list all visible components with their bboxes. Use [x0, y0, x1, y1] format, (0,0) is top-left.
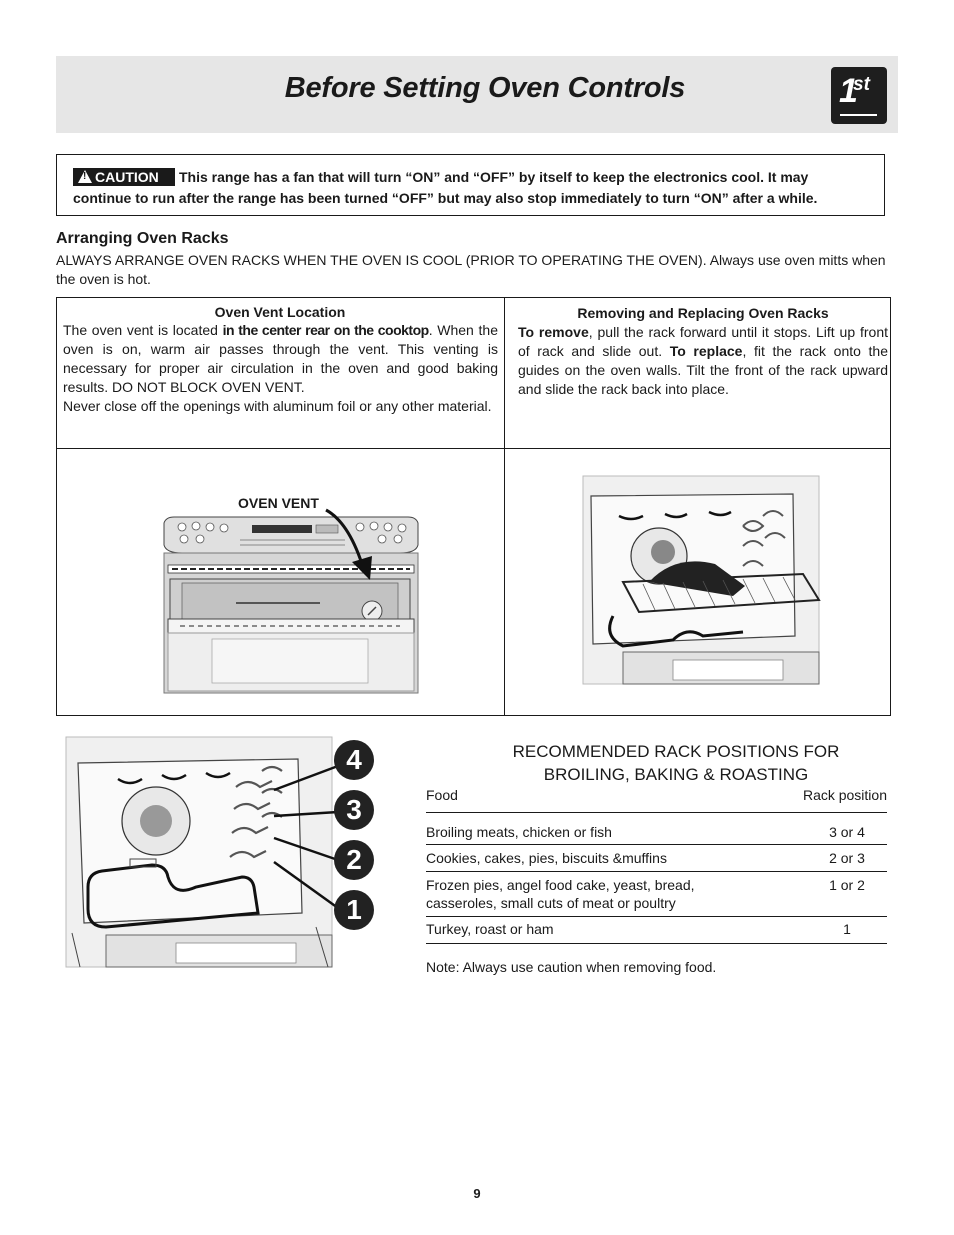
table-row-food: Cookies, cakes, pies, biscuits &muffins — [426, 850, 667, 866]
section-heading: Arranging Oven Racks — [56, 230, 229, 247]
page-number: 9 — [473, 1186, 481, 1201]
vent-text-b: . When the oven is on, warm air passes through the vent. This venting is necessary for proper air circulation in the oven and good baking results. DO NOT BLOCK OVEN VENT. — [63, 322, 498, 395]
rack-text2: , fit the rack onto the guides on the oven walls. Tilt the front of the rack upward and slide the rack back into place. — [518, 343, 888, 397]
table-row-position: 1 — [843, 921, 851, 937]
table-row-food: Turkey, roast or ham — [426, 921, 554, 937]
rack-position-badge-1: 1 — [334, 890, 374, 930]
table-divider-vertical — [504, 297, 505, 716]
caution-text-line2: continue to run after the range has been turned “OFF” but may also stop immediately to turn “ON” after a while. — [73, 190, 818, 206]
vent-text-bold: in the center rear on the cooktop — [222, 322, 429, 338]
table-rule — [426, 916, 887, 917]
rack-text-bold2: To replace — [669, 343, 743, 359]
rack-position-badge-2: 2 — [334, 840, 374, 880]
vent-text-a: The oven vent is located — [63, 322, 223, 338]
caution-text-line1: This range has a fan that will turn “ON” and “OFF” by itself to keep the electronics cool. It may — [179, 169, 809, 185]
badge-suffix: st — [853, 74, 870, 95]
column-header-food: Food — [426, 787, 458, 803]
vent-cell-text — [63, 321, 498, 416]
rack-text1: , pull the rack forward until it stops. Lift up front of rack and slide out. — [518, 324, 889, 359]
rack-position-badge-4: 4 — [334, 740, 374, 780]
caution-label-text: CAUTION — [95, 169, 159, 185]
vent-cell-title: Oven Vent Location — [214, 304, 346, 320]
table-row-food: Broiling meats, chicken or fish — [426, 824, 612, 840]
recommended-title-line2: BROILING, BAKING & ROASTING — [543, 765, 809, 784]
oven-vent-arrow — [320, 508, 390, 584]
table-row-position: 3 or 4 — [829, 824, 865, 840]
rack-position-badge-3: 3 — [334, 790, 374, 830]
vent-text-c: Never close off the openings with aluminum foil or any other material. — [63, 398, 492, 414]
column-header-position: Rack position — [802, 787, 887, 803]
table-divider-horizontal — [56, 448, 891, 449]
table-rule — [426, 871, 887, 872]
oven-vent-label: OVEN VENT — [238, 495, 319, 511]
table-rule — [426, 943, 887, 944]
rack-cell-text — [518, 323, 888, 399]
recommended-title-line1: RECOMMENDED RACK POSITIONS FOR — [512, 742, 840, 761]
rack-cell-title: Removing and Replacing Oven Racks — [577, 305, 829, 321]
table-row-position: 1 or 2 — [829, 877, 865, 893]
page-title: Before Setting Oven Controls — [284, 72, 686, 104]
caution-label — [73, 168, 175, 186]
table-rule — [426, 844, 887, 845]
table-rule — [426, 812, 887, 813]
badge-underline — [840, 114, 877, 116]
rack-text-bold1: To remove — [518, 324, 589, 340]
table-row-position: 2 or 3 — [829, 850, 865, 866]
warning-icon — [78, 170, 92, 183]
rack-removal-illustration — [583, 476, 823, 686]
table-row-food: Frozen pies, angel food cake, yeast, bread, casseroles, small cuts of meat or poultry — [426, 877, 695, 911]
badge-number: 1 — [839, 72, 858, 110]
recommended-note: Note: Always use caution when removing food. — [426, 959, 717, 975]
first-step-badge — [831, 67, 887, 124]
section-intro: ALWAYS ARRANGE OVEN RACKS WHEN THE OVEN IS COOL (PRIOR TO OPERATING THE OVEN). Always use oven mitts when the oven is hot. — [56, 252, 886, 287]
recommended-title — [458, 740, 894, 786]
